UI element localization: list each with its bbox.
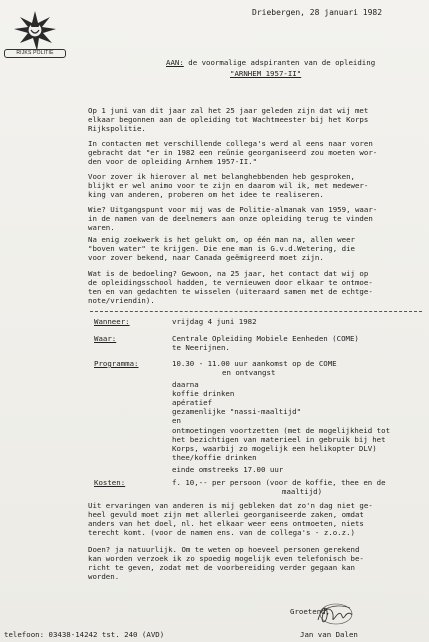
addressee-line (166, 58, 375, 67)
paragraph-line: richt te geven, zodat met de voorbereiding verder gegaan kan (88, 563, 355, 572)
paragraph-line: note/vriendin). (88, 296, 155, 305)
paragraph-line: Wat is de bedoeling? Gewoon, na 25 jaar, het contact dat wij op (88, 269, 369, 278)
cost-line: maaltijd) (282, 487, 323, 496)
paragraph-line: waren. (88, 223, 115, 232)
separator-line (90, 311, 422, 312)
program-line: en ontvangst (222, 368, 276, 377)
paragraph-line: blijkt er wel animo voor te zijn en daarom wil ik, met medewer- (88, 181, 369, 190)
cost-label: Kosten: (94, 478, 126, 487)
paragraph-line: In contacten met verschillende collega's werd al eens naar voren (88, 139, 373, 148)
paragraph-line: Uit ervaringen van anderen is mij gebleken dat zo'n dag niet ge- (88, 501, 373, 510)
paragraph-line: kan worden verzoek ik zo spoedig mogelijk even telefonisch be- (88, 554, 364, 563)
program-line: daarna (172, 380, 199, 389)
paragraph-line: Doen? ja natuurlijk. Om te weten op hoeveel personen gerekend (88, 545, 360, 554)
cost-line: f. 10,-- per persoon (voor de koffie, thee en de (172, 478, 386, 487)
addressee-label: AAN: (166, 58, 184, 67)
paragraph-line: worden. (88, 572, 120, 581)
program-line: en (172, 416, 181, 425)
paragraph-line: voor zover bekend, naar Canada geëmigreerd moet zijn. (88, 253, 324, 262)
phone-line: telefoon: 03438-14242 tst. 240 (AVD) (4, 630, 165, 639)
letter-date: Driebergen, 28 januari 1982 (252, 8, 383, 17)
paragraph-line: Wie? Uitgangspunt voor mij was de Politie-almanak van 1959, waar- (88, 205, 378, 214)
paragraph-line: terecht komt. (voor de namen ens. van de collega's - z.o.z.) (88, 528, 355, 537)
addressee-text: de voormalige adspiranten van de opleiding (183, 58, 376, 67)
paragraph-line: heel gevuld moet zijn met allerlei georganiseerde zaken, omdat (88, 510, 364, 519)
paragraph-line: den voor de opleiding Arnhem 1957-II." (88, 157, 258, 166)
paragraph-line: "boven water" te krijgen. Die ene man is G.v.d.Wetering, die (88, 244, 355, 253)
paragraph-line: Rijkspolitie. (88, 124, 146, 133)
paragraph-line: Voor zover ik hierover al met belanghebbenden heb gesproken, (88, 172, 355, 181)
paragraph-line: Op 1 juni van dit jaar zal het 25 jaar geleden zijn dat wij met (88, 106, 369, 115)
greeting: Groetend, (290, 607, 331, 616)
paragraph-line: in de namen van de deelnemers aan onze opleiding terug te vinden (88, 214, 373, 223)
program-line: ontmoetingen voortzetten (met de mogelijkheid tot (172, 426, 391, 435)
course-name: "ARNHEM 1957-II" (230, 69, 302, 78)
paragraph-line: anders van het doel, nl. het elkaar weer eens ontmoeten, niets (88, 519, 364, 528)
emblem-caption: RIJKS POLITIE (4, 49, 66, 58)
when-value: vrijdag 4 juni 1982 (172, 317, 257, 326)
program-line: apératief (172, 398, 213, 407)
where-label: Waar: (94, 334, 117, 343)
program-line: gezamenlijke "nassi-maaltijd" (172, 407, 302, 416)
program-line: Korps, waarbij zo mogelijk een helikopter DLV) (172, 444, 377, 453)
program-label: Programma: (94, 359, 139, 368)
program-line: 10.30 - 11.00 uur aankomst op de COME (172, 359, 337, 368)
handwritten-signature (314, 600, 356, 628)
program-line: einde omstreeks 17.00 uur (172, 465, 284, 474)
program-line: thee/koffie drinken (172, 453, 257, 462)
paragraph-line: ten en van gedachten te wisselen (uiteraard samen met de echtge- (88, 287, 373, 296)
where-line: Centrale Opleiding Mobiele Eenheden (COME) (172, 334, 359, 343)
paragraph-line: gebracht dat "er in 1982 een reünie georganiseerd zou moeten wor- (88, 148, 378, 157)
when-label: Wanneer: (94, 317, 130, 326)
program-line: het bezichtigen van materieel in gebruik bij het (172, 435, 386, 444)
program-line: koffie drinken (172, 389, 235, 398)
where-line: te Neerijnen. (172, 343, 230, 352)
signatory-name: Jan van Dalen (300, 630, 358, 639)
paragraph-line: king van anderen, proberen om het idee te realiseren. (88, 190, 324, 199)
paragraph-line: Na enig zoekwerk is het gelukt om, op één man na, allen weer (88, 235, 355, 244)
paragraph-line: elkaar begonnen aan de opleiding tot Wachtmeester bij het Korps (88, 115, 369, 124)
paragraph-line: de opleidingsschool hadden, te vernieuwen door elkaar te ontmoe- (88, 278, 373, 287)
